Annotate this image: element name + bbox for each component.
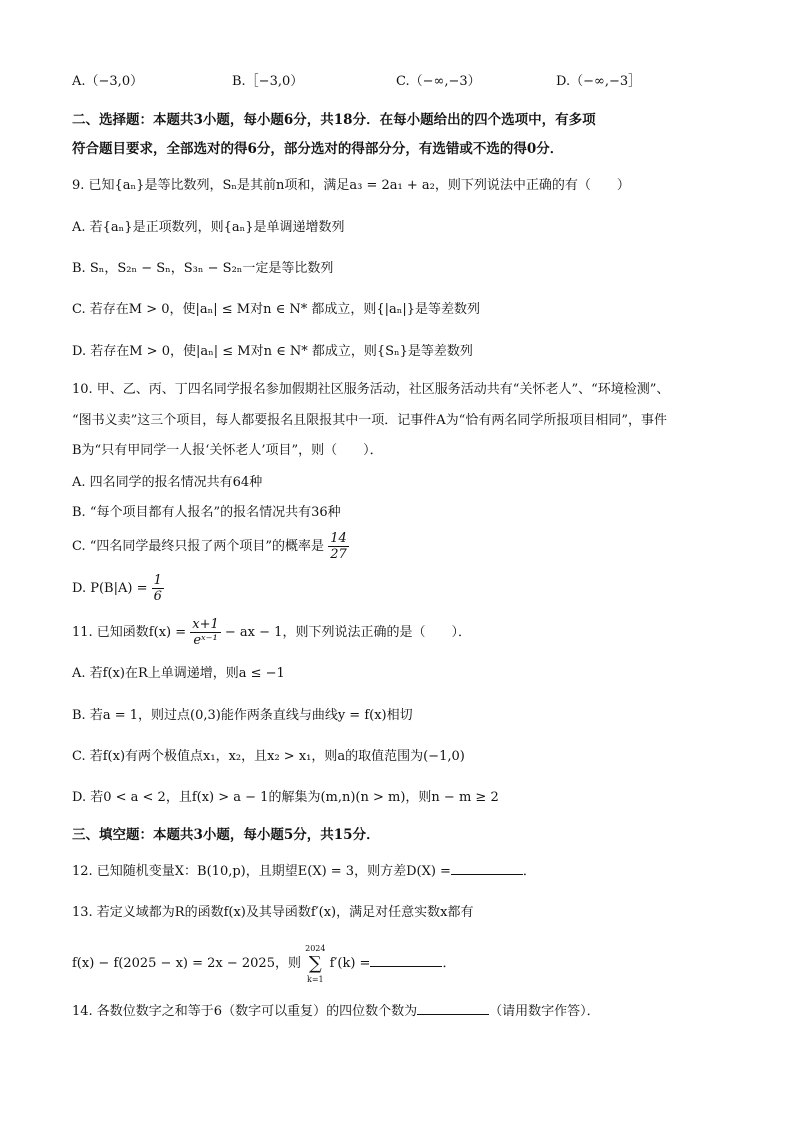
q10-option-c-fraction: [328, 531, 349, 562]
q12-answer-blank[interactable]: [451, 862, 523, 875]
q11-fraction: [190, 617, 221, 648]
q9-option-b: B. Sₙ，S₂ₙ − Sₙ，S₃ₙ − S₂ₙ一定是等比数列: [72, 261, 334, 276]
fraction-numerator: x+1: [192, 617, 219, 632]
q14: [72, 1002, 600, 1022]
q10-stem-line1: 10. 甲、乙、丙、丁四名同学报名参加假期社区服务活动，社区服务活动共有“关怀老人”、“环境检测”、: [72, 382, 670, 397]
fraction-numerator: 14: [330, 531, 347, 546]
option-d: D.（−∞,−3］: [556, 74, 642, 89]
q13-summation: [305, 943, 325, 985]
q13-answer-blank[interactable]: [370, 954, 442, 967]
sum-lower-limit: k=1: [306, 974, 324, 984]
q9-option-a: A. 若{aₙ}是正项数列，则{aₙ}是单调递增数列: [72, 220, 345, 235]
q11-stem: [72, 616, 471, 650]
q11-option-c: C. 若f(x)有两个极值点x₁，x₂，且x₂ > x₁，则a的取值范围为(−1,0): [72, 749, 465, 764]
q10-option-d-text: D. P(B|A) =: [72, 581, 148, 596]
sum-upper-limit: 2024: [305, 943, 326, 953]
q10-stem-line3: B为“只有甲同学一人报‘关怀老人’项目”，则（ ）．: [72, 443, 383, 458]
fraction-denominator: eˣ⁻¹: [193, 633, 218, 648]
q13-end: ．: [442, 956, 456, 971]
q13-line1: 13. 若定义域都为R的函数f(x)及其导函数f′(x)，满足对任意实数x都有: [72, 905, 474, 920]
q10-option-a: A. 四名同学的报名情况共有64种: [72, 475, 263, 490]
q12-text: 12. 已知随机变量X：B(10,p)，且期望E(X) = 3，则方差D(X) =: [72, 864, 451, 879]
q10-option-d: [72, 572, 164, 606]
option-a: A.（−3,0）: [72, 74, 144, 89]
option-c: C.（−∞,−3）: [396, 74, 481, 89]
q10-option-b: B. “每个项目都有人报名”的报名情况共有36种: [72, 505, 341, 520]
fraction-denominator: 27: [330, 547, 347, 562]
q14-answer-blank[interactable]: [417, 1002, 489, 1015]
fraction-numerator: 1: [153, 573, 162, 588]
q11-stem-post: − ax − 1，则下列说法正确的是（ ）．: [224, 625, 471, 640]
q10-stem-line2: “图书义卖”这三个项目，每人都要报名且限报其中一项．记事件A为“恰有两名同学所报项目相同”，事件: [72, 413, 667, 428]
q10-option-c-text: C. “四名同学最终只报了两个项目”的概率是: [72, 539, 325, 554]
q11-option-d: D. 若0 < a < 2，且f(x) > a − 1的解集为(m,n)(n > m)，则n − m ≥ 2: [72, 790, 499, 805]
q9-option-c: C. 若存在M > 0，使|aₙ| ≤ M对n ∈ N* 都成立，则{|aₙ|}是等差数列: [72, 302, 481, 317]
q10-option-d-fraction: [152, 573, 164, 604]
option-b: B.［−3,0）: [232, 74, 304, 89]
q9-option-d: D. 若存在M > 0，使|aₙ| ≤ M对n ∈ N* 都成立，则{Sₙ}是等差数列: [72, 344, 473, 359]
section2-heading-line1: 二、选择题：本题共3小题，每小题6分，共18分．在每小题给出的四个选项中，有多项: [72, 112, 596, 128]
q11-stem-pre: 11. 已知函数f(x) =: [72, 625, 187, 640]
q14-end: （请用数字作答）．: [489, 1004, 600, 1019]
sum-symbol: ∑: [308, 952, 322, 974]
section3-heading: 三、填空题：本题共3小题，每小题5分，共15分．: [72, 827, 380, 843]
q11-option-b: B. 若a = 1，则过点(0,3)能作两条直线与曲线y = f(x)相切: [72, 708, 413, 723]
q13-line2: [72, 942, 455, 986]
q13-line2-text: f(x) − f(2025 − x) = 2x − 2025，则: [72, 956, 301, 971]
q11-option-a: A. 若f(x)在R上单调递增，则a ≤ −1: [72, 666, 285, 681]
q13-line2-post: f′(k) =: [329, 956, 371, 971]
fraction-denominator: 6: [153, 589, 162, 604]
q10-option-c: [72, 530, 349, 564]
q12-end: ．: [522, 864, 536, 879]
q9-stem: 9. 已知{aₙ}是等比数列，Sₙ是其前n项和，满足a₃ = 2a₁ + a₂，则下列说法中正确的有（ ）: [72, 178, 630, 193]
q12: [72, 862, 536, 882]
section2-heading-line2: 符合题目要求，全部选对的得6分，部分选对的得部分分，有选错或不选的得0分．: [72, 141, 564, 157]
q14-text: 14. 各数位数字之和等于6（数字可以重复）的四位数个数为: [72, 1004, 418, 1019]
